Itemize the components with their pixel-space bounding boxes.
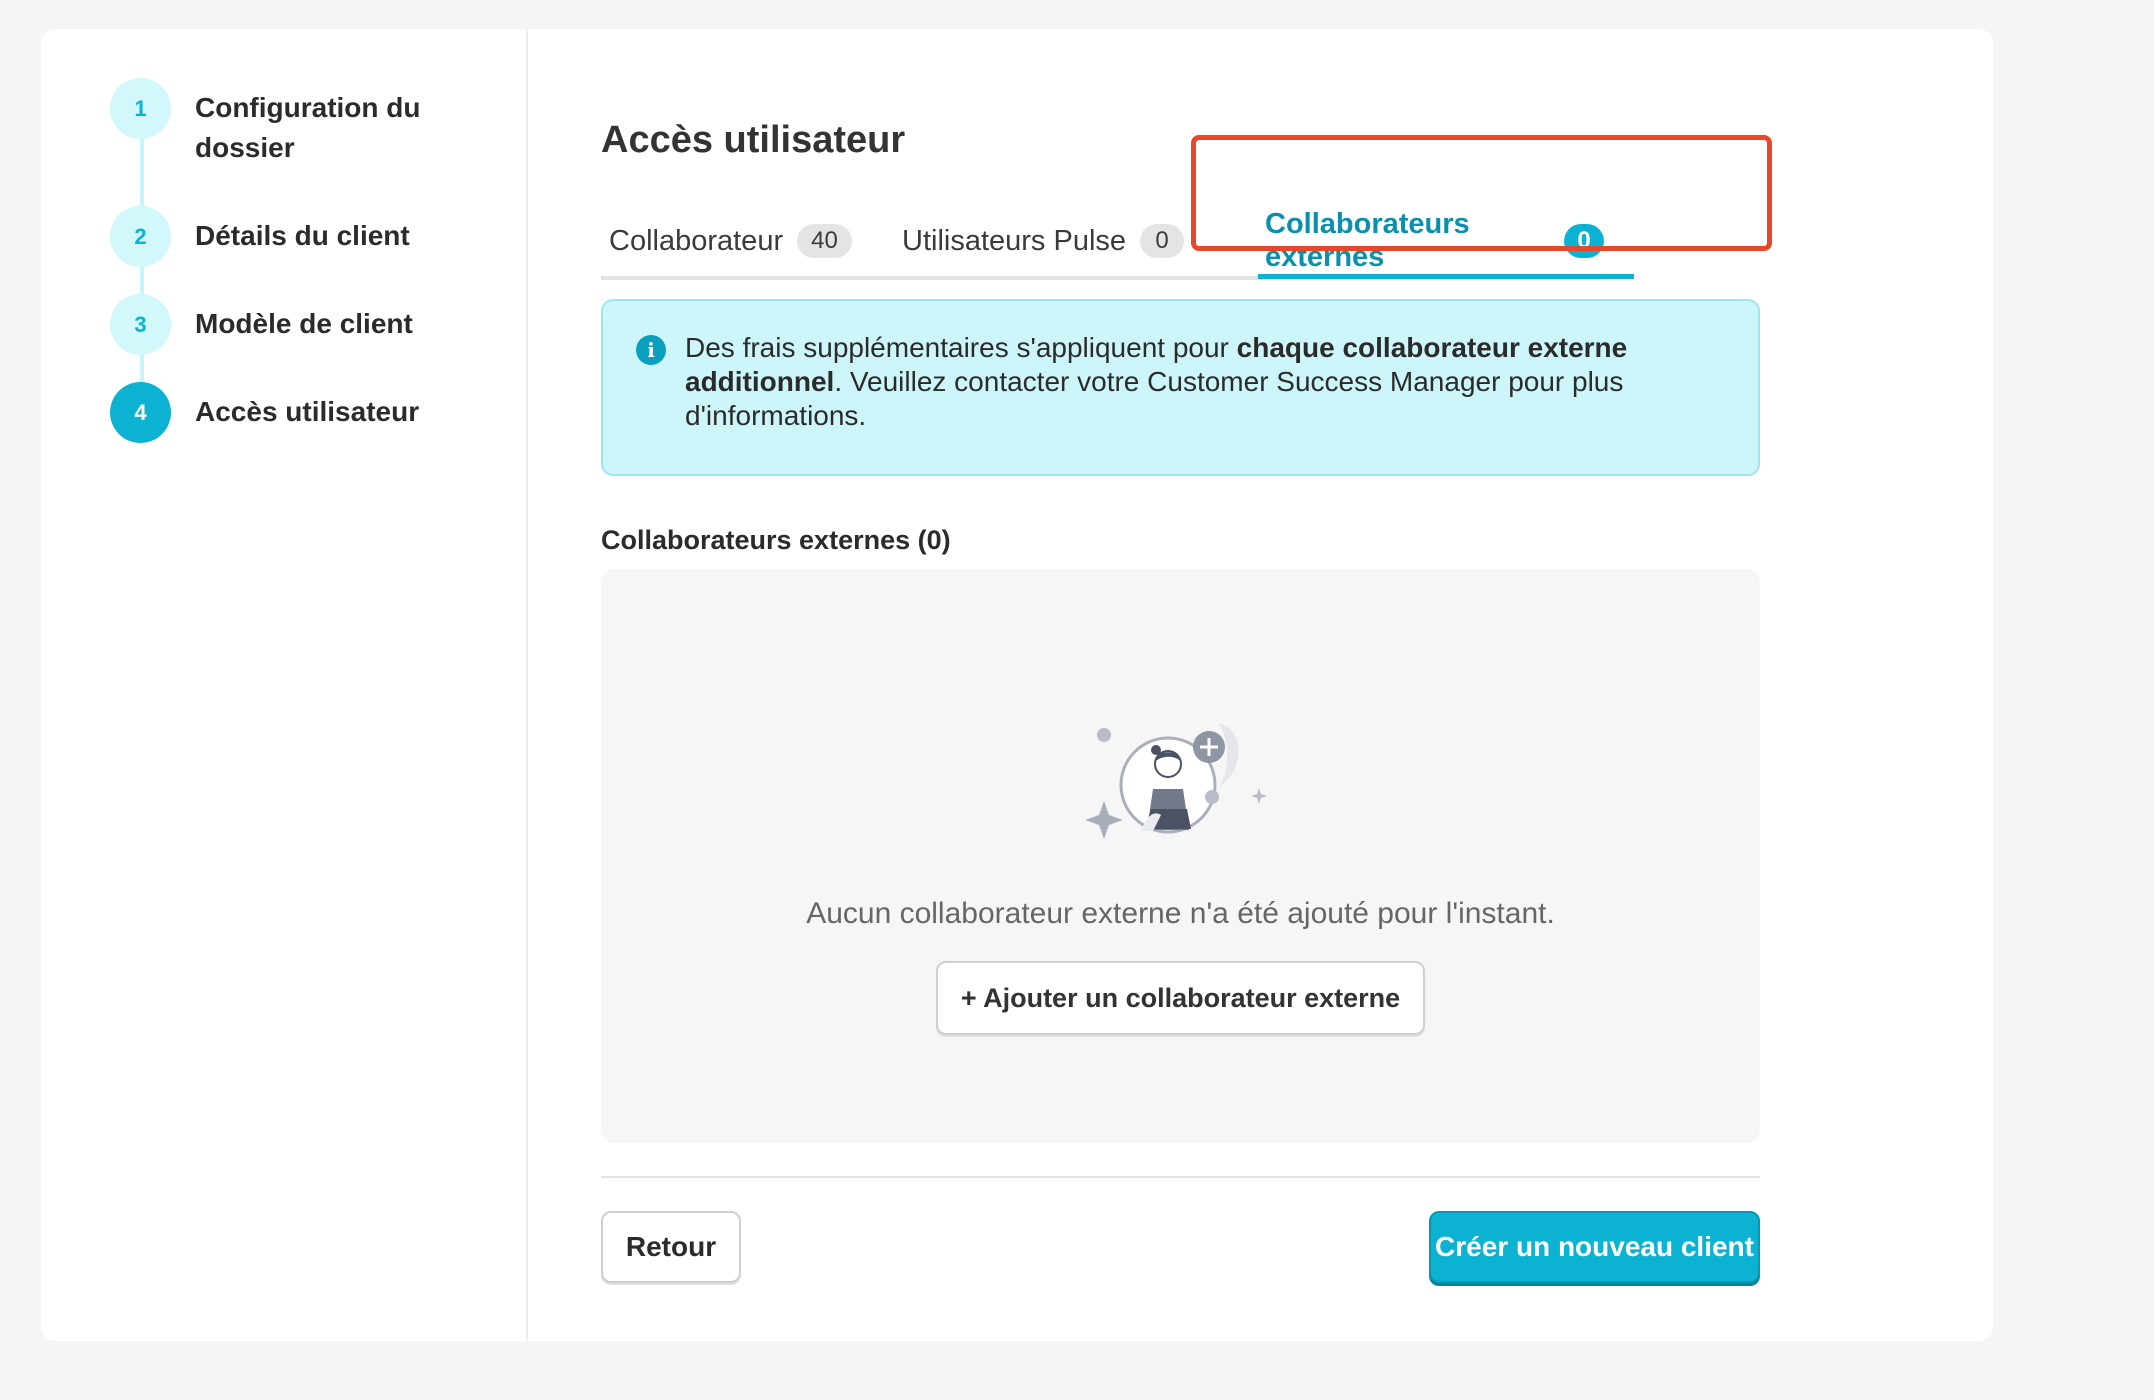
highlight-box <box>1191 135 1772 251</box>
add-external-collaborator-button[interactable]: + Ajouter un collaborateur externe <box>936 961 1425 1035</box>
step-client-details[interactable] <box>110 206 455 267</box>
step-label: Détails du client <box>195 220 410 251</box>
step-client-model[interactable] <box>110 294 455 355</box>
section-title: Collaborateurs externes (0) <box>601 525 951 555</box>
step-configuration[interactable] <box>110 78 455 168</box>
info-text: Des frais supplémentaires s'appliquent pour <box>685 332 1237 363</box>
tab-count-badge: 40 <box>797 224 852 258</box>
tab-label: Collaborateur <box>609 224 784 257</box>
tab-label: Collaborateurs externes <box>1265 208 1470 273</box>
step-label: Modèle de client <box>195 308 413 339</box>
tab-label: Utilisateurs Pulse <box>902 224 1127 257</box>
step-user-access[interactable] <box>110 382 455 443</box>
back-button[interactable]: Retour <box>601 1211 741 1283</box>
info-text-bold: chaque collaborateur externe additionnel <box>685 332 1628 397</box>
empty-state-illustration <box>1081 719 1281 849</box>
footer-divider <box>601 1176 1760 1178</box>
step-label: Configuration du dossier <box>195 92 421 163</box>
info-icon: i <box>636 335 666 365</box>
info-text-end: . Veuillez contacter votre Customer Success Manager pour plus d'informations. <box>685 366 1624 431</box>
create-client-button[interactable]: Créer un nouveau client <box>1429 1211 1760 1283</box>
step-number: 4 <box>110 382 171 443</box>
tab-count-badge: 0 <box>1564 224 1604 258</box>
wizard-steps-sidebar <box>41 29 528 1341</box>
step-number: 1 <box>110 78 171 139</box>
page-title: Accès utilisateur <box>601 119 906 161</box>
step-label: Accès utilisateur <box>195 396 420 427</box>
tab-collaborateur[interactable] <box>609 214 852 268</box>
active-tab-indicator <box>1258 274 1634 279</box>
step-number: 3 <box>110 294 171 355</box>
empty-state-message: Aucun collaborateur externe n'a été ajouté pour l'instant. <box>806 897 1555 930</box>
tab-count-badge: 0 <box>1140 224 1184 258</box>
tab-utilisateurs-pulse[interactable] <box>902 214 1184 268</box>
step-number: 2 <box>110 206 171 267</box>
info-banner <box>601 299 1760 476</box>
empty-state-panel <box>601 569 1760 1143</box>
